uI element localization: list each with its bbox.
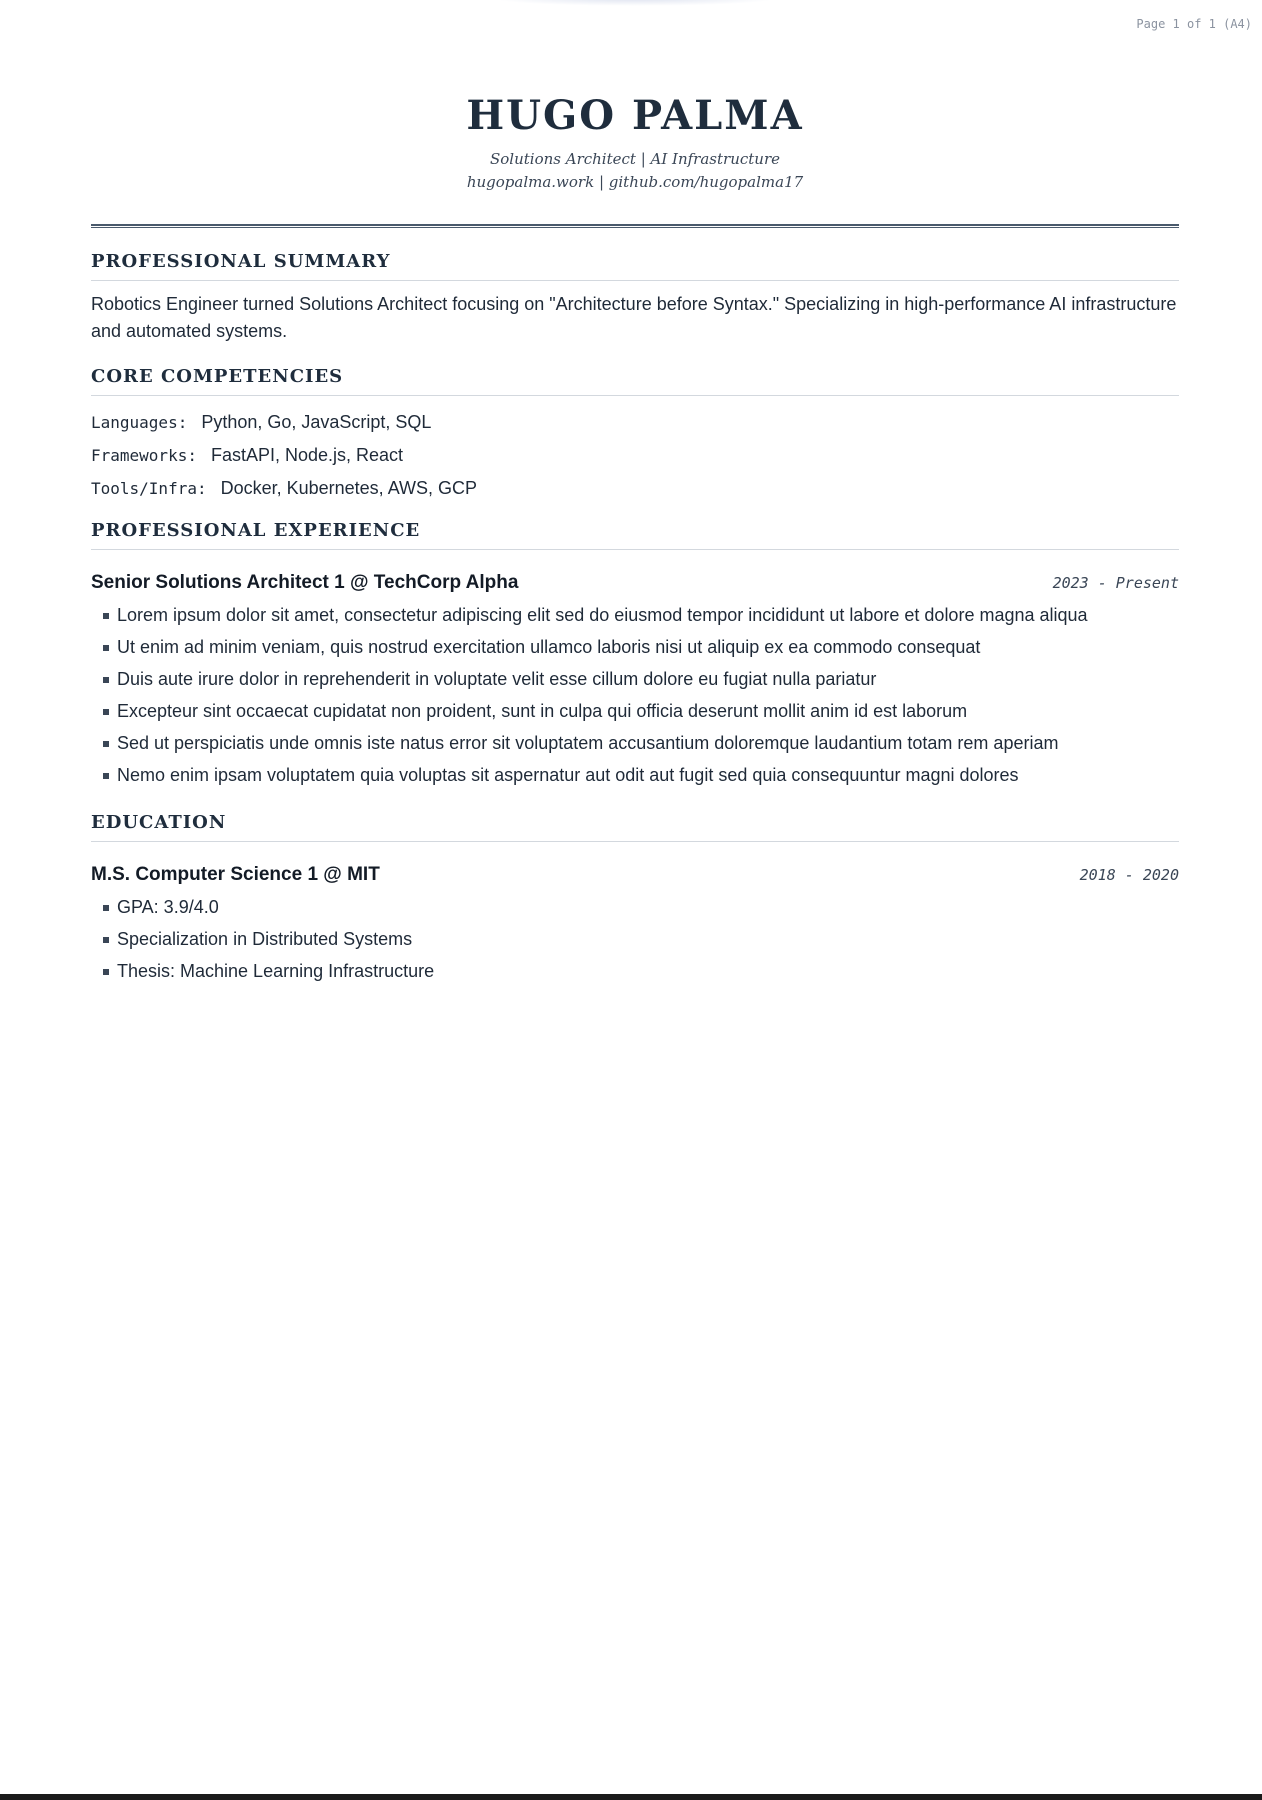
square-bullet-icon [103, 709, 109, 715]
square-bullet-icon [103, 905, 109, 911]
bullet-text: Excepteur sint occaecat cupidatat non proident, sunt in culpa qui officia deserunt mollit anim id est laborum [117, 701, 968, 721]
summary-section [91, 250, 1179, 345]
resume-page [91, 0, 1179, 990]
experience-title: PROFESSIONAL EXPERIENCE [91, 519, 1179, 550]
candidate-contact: hugopalma.work | github.com/hugopalma17 [466, 173, 804, 191]
education-title: EDUCATION [91, 811, 1179, 842]
bullet-item [103, 634, 1179, 661]
bullet-text: Sed ut perspiciatis unde omnis iste natus error sit voluptatem accusantium doloremque laudantium totam rem aperiam [117, 733, 1059, 753]
competency-value: Docker, Kubernetes, AWS, GCP [220, 478, 478, 498]
education-section [91, 811, 1179, 985]
education-entry [91, 864, 1179, 985]
square-bullet-icon [103, 645, 109, 651]
bullet-item [103, 926, 1179, 953]
header-divider [91, 224, 1179, 228]
competency-label: Frameworks: [91, 446, 197, 465]
page-indicator: Page 1 of 1 (A4) [1136, 17, 1252, 31]
competency-row [91, 472, 1179, 505]
competency-row [91, 439, 1179, 472]
competency-row [91, 406, 1179, 439]
competency-value: Python, Go, JavaScript, SQL [201, 412, 432, 432]
competencies-list [91, 406, 1179, 505]
resume-header [91, 0, 1179, 194]
bullet-text: Specialization in Distributed Systems [117, 929, 413, 949]
job-title: Senior Solutions Architect 1 @ TechCorp Alpha [91, 572, 519, 593]
bullet-item [103, 602, 1179, 629]
square-bullet-icon [103, 613, 109, 619]
experience-entry-header [91, 572, 1179, 594]
degree-dates: 2018 - 2020 [1079, 866, 1179, 884]
square-bullet-icon [103, 969, 109, 975]
competency-value: FastAPI, Node.js, React [210, 445, 404, 465]
competency-label: Languages: [91, 413, 188, 432]
bullet-item [103, 730, 1179, 757]
bullet-text: Thesis: Machine Learning Infrastructure [117, 961, 435, 981]
bullet-item [103, 958, 1179, 985]
experience-entry [91, 572, 1179, 789]
degree-title: M.S. Computer Science 1 @ MIT [91, 864, 380, 885]
candidate-name: HUGO PALMA [466, 92, 804, 139]
summary-text: Robotics Engineer turned Solutions Architect focusing on "Architecture before Syntax." Specializing in high-performance AI infrastructure and automated systems. [91, 294, 1177, 341]
competencies-title: CORE COMPETENCIES [91, 365, 1179, 396]
candidate-tagline: Solutions Architect | AI Infrastructure [489, 150, 780, 168]
bullet-text: Ut enim ad minim veniam, quis nostrud exercitation ullamco laboris nisi ut aliquip ex ea commodo consequat [117, 637, 981, 657]
bullet-item [103, 666, 1179, 693]
square-bullet-icon [103, 773, 109, 779]
bullet-item [103, 894, 1179, 921]
summary-title: PROFESSIONAL SUMMARY [91, 250, 1179, 281]
square-bullet-icon [103, 937, 109, 943]
bullet-item [103, 762, 1179, 789]
education-entry-header [91, 864, 1179, 886]
bullet-text: Duis aute irure dolor in reprehenderit in voluptate velit esse cillum dolore eu fugiat nulla pariatur [117, 669, 877, 689]
experience-section [91, 519, 1179, 789]
job-dates: 2023 - Present [1052, 574, 1179, 592]
competencies-section [91, 365, 1179, 505]
square-bullet-icon [103, 677, 109, 683]
experience-bullets [91, 602, 1179, 789]
competency-label: Tools/Infra: [91, 479, 207, 498]
bullet-text: Lorem ipsum dolor sit amet, consectetur adipiscing elit sed do eiusmod tempor incididunt ut labore et dolore magna aliqua [117, 605, 1088, 625]
education-bullets [91, 894, 1179, 985]
bullet-text: GPA: 3.9/4.0 [117, 897, 219, 917]
square-bullet-icon [103, 741, 109, 747]
bullet-text: Nemo enim ipsam voluptatem quia voluptas sit aspernatur aut odit aut fugit sed quia consequuntur magni dolores [117, 765, 1019, 785]
bullet-item [103, 698, 1179, 725]
bottom-bar [0, 1794, 1262, 1800]
